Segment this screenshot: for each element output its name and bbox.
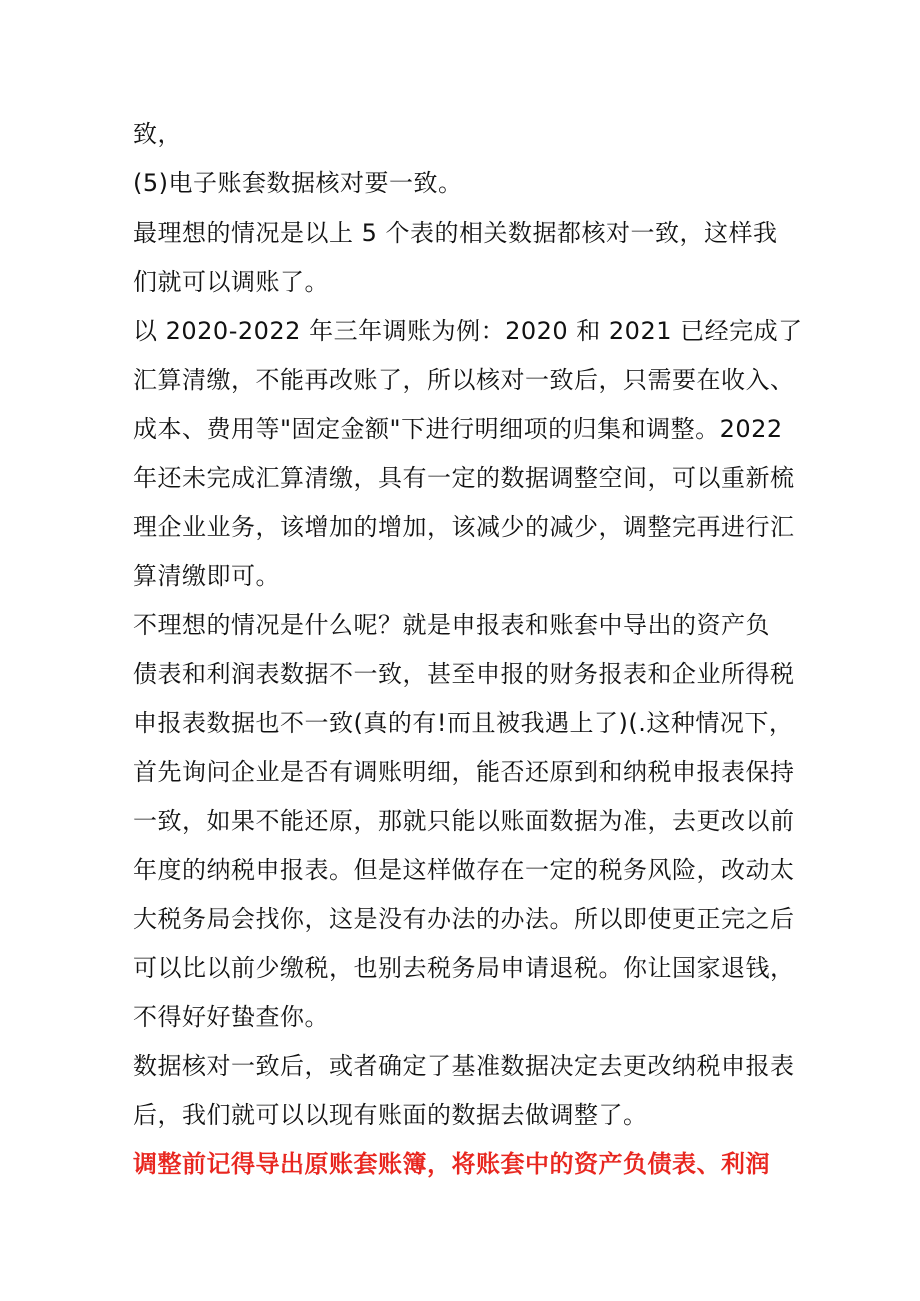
text-line: 数据核对一致后，或者确定了基准数据决定去更改纳税申报表 <box>133 1052 795 1080</box>
text-line: 大税务局会找你，这是没有办法的办法。所以即使更正完之后 <box>133 905 795 933</box>
text-line: 以 2020-2022 年三年调账为例：2020 和 2021 已经完成了 <box>133 317 803 345</box>
text-line: 首先询问企业是否有调账明细，能否还原到和纳税申报表保持 <box>133 758 795 786</box>
highlighted-text-line: 调整前记得导出原账套账簿，将账套中的资产负债表、利润 <box>133 1150 770 1178</box>
text-line: 致， <box>133 120 182 148</box>
text-line: 算清缴即可。 <box>133 562 280 590</box>
text-line: 理企业业务，该增加的增加，该减少的减少，调整完再进行汇 <box>133 513 795 541</box>
text-line: (5)电子账套数据核对要一致。 <box>133 169 463 197</box>
text-line: 债表和利润表数据不一致，甚至申报的财务报表和企业所得税 <box>133 660 795 688</box>
text-line: 年度的纳税申报表。但是这样做存在一定的税务风险，改动太 <box>133 856 795 884</box>
text-line: 成本、费用等"固定金额"下进行明细项的归集和调整。2022 <box>133 415 783 443</box>
text-line: 不得好好蛰查你。 <box>133 1003 329 1031</box>
text-line: 们就可以调账了。 <box>133 268 329 296</box>
text-line: 最理想的情况是以上 5 个表的相关数据都核对一致，这样我 <box>133 219 778 247</box>
text-line: 汇算清缴，不能再改账了，所以核对一致后，只需要在收入、 <box>133 366 795 394</box>
text-line: 后，我们就可以以现有账面的数据去做调整了。 <box>133 1101 648 1129</box>
text-line: 申报表数据也不一致(真的有!而且被我遇上了)(.这种情况下， <box>133 709 794 737</box>
text-line: 不理想的情况是什么呢？就是申报表和账套中导出的资产负 <box>133 611 770 639</box>
text-line: 一致，如果不能还原，那就只能以账面数据为准，去更改以前 <box>133 807 795 835</box>
text-line: 可以比以前少缴税，也别去税务局申请退税。你让国家退钱， <box>133 954 795 982</box>
text-line: 年还未完成汇算清缴，具有一定的数据调整空间，可以重新梳 <box>133 464 795 492</box>
